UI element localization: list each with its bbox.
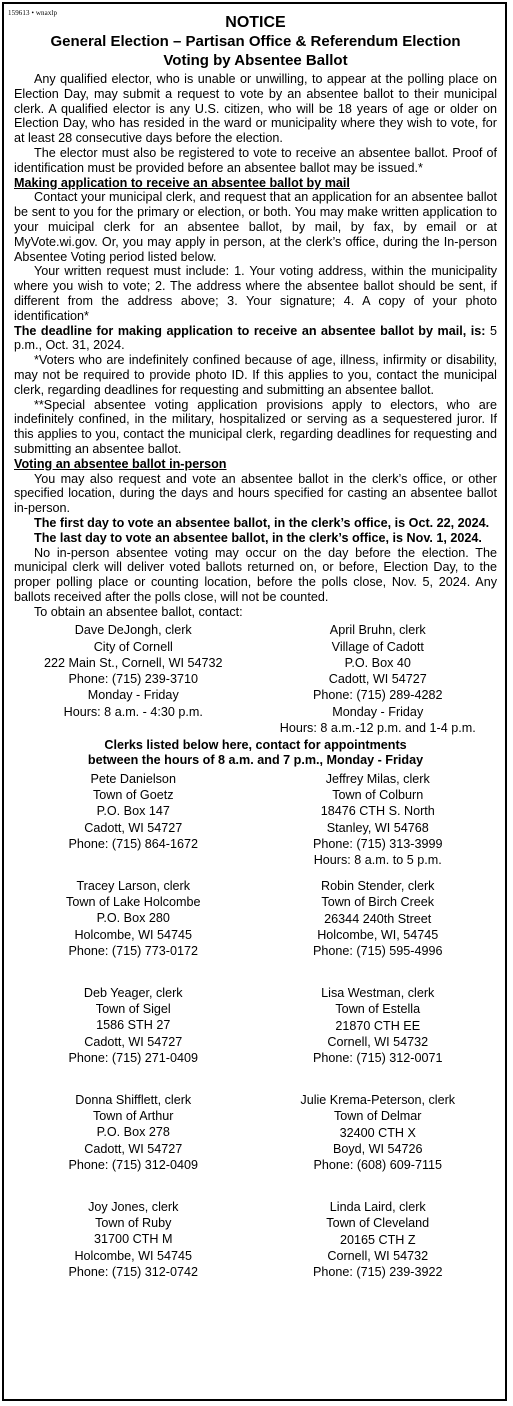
clerk-municipality: City of Cornell xyxy=(93,639,173,654)
ad-number: 159613 • wnaxlp xyxy=(8,9,58,17)
clerk-municipality: Village of Cadott xyxy=(331,639,424,654)
clerk-phone: Phone: (715) 239-3922 xyxy=(312,1264,443,1279)
clerk-address: 32400 CTH X xyxy=(339,1125,416,1140)
clerk-municipality: Town of Colburn xyxy=(332,788,424,803)
notice-heading: NOTICE xyxy=(225,14,286,31)
clerk-municipality: Town of Arthur xyxy=(93,1109,174,1124)
clerk-municipality: Town of Estella xyxy=(335,1002,421,1017)
clerk-name: Dave DeJongh, clerk xyxy=(74,623,192,638)
mail-deadline-value: 5 p.m., Oct. 31, 2024. xyxy=(14,323,497,353)
clerk-address: P.O. Box 147 xyxy=(96,804,170,819)
clerk-contact xyxy=(259,878,498,959)
mail-section-heading: Making application to receive an absentee ballot by mail xyxy=(14,175,350,190)
clerk-name: Pete Danielson xyxy=(90,771,176,786)
clerk-address: P.O. Box 280 xyxy=(96,911,170,926)
clerk-contact xyxy=(14,985,253,1066)
clerk-address: 1586 STH 27 xyxy=(96,1018,171,1033)
clerk-address: 222 Main St., Cornell, WI 54732 xyxy=(43,655,223,670)
clerk-name: April Bruhn, clerk xyxy=(329,623,426,638)
clerk-days: Monday - Friday xyxy=(87,688,179,703)
appointment-note-line2: between the hours of 8 a.m. and 7 p.m., Monday - Friday xyxy=(87,752,424,767)
clerk-city: Cornell, WI 54732 xyxy=(327,1248,429,1263)
mail-paragraph-3: *Voters who are indefinitely confined because of age, illness, infirmity or disability, may not be required to provide photo ID. If this applies to you, contact the municipal clerk, regarding deadlines for requesting and submitting an absentee ballot. xyxy=(14,353,497,397)
clerk-city: Holcombe, WI 54745 xyxy=(74,1248,193,1263)
clerk-days: Monday - Friday xyxy=(332,704,424,719)
appointment-note-line1: Clerks listed below here, contact for appointments xyxy=(104,737,407,752)
notice-body xyxy=(4,4,505,1280)
clerk-name: Donna Shifflett, clerk xyxy=(75,1092,192,1107)
inperson-first-day: The first day to vote an absentee ballot, in the clerk’s office, is Oct. 22, 2024. xyxy=(34,515,490,530)
clerk-contact xyxy=(259,1199,498,1280)
clerk-address: 31700 CTH M xyxy=(94,1232,173,1247)
clerk-city: Boyd, WI 54726 xyxy=(332,1141,423,1156)
clerk-phone: Phone: (715) 773-0172 xyxy=(68,943,199,958)
clerk-municipality: Town of Lake Holcombe xyxy=(66,895,201,910)
mail-deadline-label: The deadline for making application to receive an absentee ballot by mail, is: xyxy=(14,323,486,338)
clerk-name: Joy Jones, clerk xyxy=(88,1199,179,1214)
clerk-address: 18476 CTH S. North xyxy=(320,804,435,819)
notice-title-line2: Voting by Absentee Ballot xyxy=(163,52,348,69)
clerk-contact xyxy=(259,771,498,868)
clerk-phone: Phone: (715) 313-3999 xyxy=(312,836,443,851)
intro-paragraph-2: The elector must also be registered to vote to receive an absentee ballot. Proof of identification must be provided before an absentee ballot may be issued.* xyxy=(14,145,497,175)
clerk-phone: Phone: (715) 864-1672 xyxy=(68,836,199,851)
clerk-city: Holcombe, WI, 54745 xyxy=(317,927,439,942)
clerk-contact xyxy=(14,1092,253,1173)
clerk-address: P.O. Box 278 xyxy=(96,1125,170,1140)
clerk-city: Stanley, WI 54768 xyxy=(326,820,429,835)
clerk-city: Cadott, WI 54727 xyxy=(84,820,183,835)
clerk-phone: Phone: (715) 271-0409 xyxy=(68,1050,199,1065)
clerk-contacts-top xyxy=(14,622,497,735)
clerk-address: 20165 CTH Z xyxy=(339,1232,416,1247)
clerk-contact xyxy=(14,771,253,852)
clerk-name: Deb Yeager, clerk xyxy=(83,985,183,1000)
inperson-section-heading: Voting an absentee ballot in-person xyxy=(14,456,227,471)
inperson-last-day: The last day to vote an absentee ballot, in the clerk’s office, is Nov. 1, 2024. xyxy=(34,530,482,545)
clerk-municipality: Town of Delmar xyxy=(334,1109,422,1124)
clerk-name: Tracey Larson, clerk xyxy=(76,878,191,893)
clerk-municipality: Town of Goetz xyxy=(93,788,174,803)
clerk-contact xyxy=(259,985,498,1066)
clerk-name: Robin Stender, clerk xyxy=(321,879,435,894)
clerk-phone: Phone: (715) 312-0071 xyxy=(312,1050,443,1065)
clerk-city: Cadott, WI 54727 xyxy=(84,1141,183,1156)
clerk-contact xyxy=(14,622,253,735)
clerk-municipality: Town of Birch Creek xyxy=(321,895,435,910)
appointment-note xyxy=(14,738,497,768)
clerk-phone: Phone: (608) 609-7115 xyxy=(313,1157,443,1172)
clerk-phone: Phone: (715) 312-0742 xyxy=(68,1264,199,1279)
clerk-municipality: Town of Cleveland xyxy=(326,1216,430,1231)
clerk-contact xyxy=(259,622,498,735)
clerk-column-right xyxy=(259,771,498,1280)
clerk-contact xyxy=(259,1092,498,1173)
clerk-column-left xyxy=(14,771,253,1280)
notice-title-line1: General Election – Partisan Office & Referendum Election xyxy=(50,33,461,50)
clerk-hours: Hours: 8 a.m. - 4:30 p.m. xyxy=(63,704,203,719)
mail-paragraph-1: Contact your municipal clerk, and request that an application for an absentee ballot be sent to you for the primary or election, or both. You may make written application to your muicipal clerk for an absentee ballot, by mail, by fax, by email or at MyVote.wi.gov. Or, you may apply in person, at the clerk’s office, during the In-person Absentee Voting period listed below. xyxy=(14,190,497,264)
clerk-city: Cadott, WI 54727 xyxy=(84,1034,183,1049)
clerk-address: 26344 240th Street xyxy=(324,911,432,926)
inperson-paragraph-1: You may also request and vote an absentee ballot in the clerk’s office, or other specified location, during the days and hours specified for casting an absentee ballot in-person. xyxy=(14,471,497,516)
clerk-phone: Phone: (715) 595-4996 xyxy=(312,943,443,958)
mail-deadline xyxy=(14,324,497,354)
clerk-hours: Hours: 8 a.m.-12 p.m. and 1-4 p.m. xyxy=(279,720,476,735)
clerk-address: P.O. Box 40 xyxy=(344,655,411,670)
clerk-hours: Hours: 8 a.m. to 5 p.m. xyxy=(313,852,442,867)
inperson-paragraph-2: No in-person absentee voting may occur on the day before the election. The municipal clerk will deliver voted ballots returned on, or before, Election Day, to the proper polling place or counting location, before the polls close, Nov. 5, 2024. Any ballots received after the polls close, will not be counted. xyxy=(14,545,497,604)
clerk-contact xyxy=(14,878,253,959)
mail-paragraph-4: **Special absentee voting application provisions apply to electors, who are indefinitely confined, in the military, hospitalized or serving as a sequestered juror. If this applies to you, contact the municipal clerk, regarding deadlines for requesting and submitting an absentee ballot. xyxy=(14,397,497,456)
clerk-municipality: Town of Sigel xyxy=(95,1002,171,1017)
clerk-contact xyxy=(14,1199,253,1280)
clerk-address: 21870 CTH EE xyxy=(335,1018,421,1033)
intro-paragraph-1: Any qualified elector, who is unable or unwilling, to appear at the polling place on Election Day, may submit a request to vote by an absentee ballot to their municipal clerk. A qualified elector is any U.S. citizen, who will be 18 years of age or older on Election Day, who has resided in the ward or municipality where they wish to vote, for at least 28 consecutive days before the election. xyxy=(14,72,497,146)
clerk-name: Julie Krema-Peterson, clerk xyxy=(300,1093,456,1108)
clerk-contacts-towns xyxy=(14,771,497,1280)
legal-notice xyxy=(2,2,507,1401)
clerk-phone: Phone: (715) 289-4282 xyxy=(312,688,443,703)
contact-intro: To obtain an absentee ballot, contact: xyxy=(34,604,243,619)
clerk-name: Lisa Westman, clerk xyxy=(321,986,435,1001)
clerk-city: Cornell, WI 54732 xyxy=(327,1034,429,1049)
clerk-name: Linda Laird, clerk xyxy=(329,1200,426,1215)
clerk-city: Cadott, WI 54727 xyxy=(328,672,427,687)
clerk-phone: Phone: (715) 312-0409 xyxy=(68,1157,199,1172)
clerk-name: Jeffrey Milas, clerk xyxy=(325,771,430,786)
clerk-phone: Phone: (715) 239-3710 xyxy=(68,672,199,687)
clerk-municipality: Town of Ruby xyxy=(95,1216,172,1231)
mail-paragraph-2: Your written request must include: 1. Your voting address, within the municipality where you wish to vote; 2. The address where the absentee ballot should be sent, if different from the address above; 3. Your signature; 4. A copy of your photo identification* xyxy=(14,264,497,323)
clerk-city: Holcombe, WI 54745 xyxy=(74,927,193,942)
